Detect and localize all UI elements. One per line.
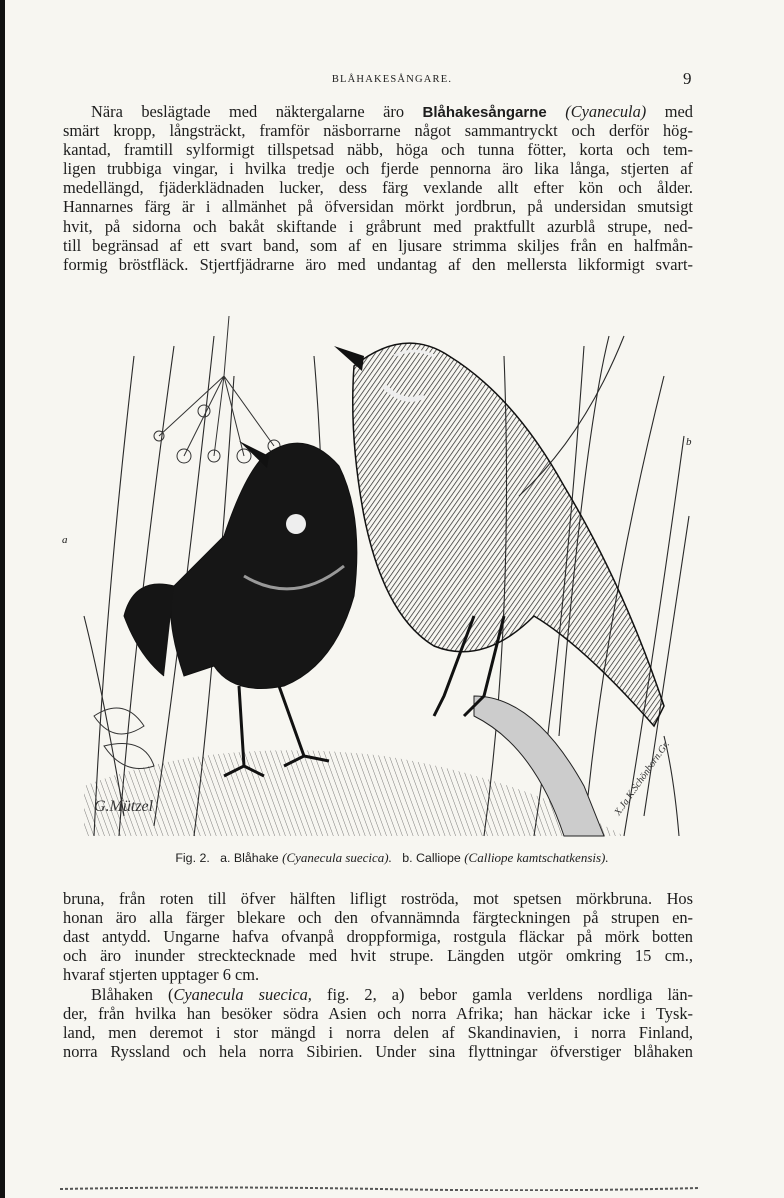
- flower-umbel: [154, 316, 280, 463]
- figure-caption: [0, 850, 784, 866]
- caption-a-name: (Cyanecula suecica).: [282, 850, 392, 865]
- text-line: kantad, framtill sylformigt tillspetsad näbb, höga och tunna fötter, korta och tem-: [63, 140, 693, 160]
- text-line: hvaraf stjerten upptager 6 cm.: [63, 965, 260, 985]
- text-line: och äro inunder strecktecknade med hvit strupe. Längden utgör omkring 15 cm.,: [63, 946, 693, 966]
- genus-name-bold: Blåhakesångarne: [422, 104, 547, 121]
- genus-name-italic: (Cyanecula): [565, 102, 647, 121]
- bird-calliope: [334, 343, 664, 726]
- text-line: honan äro alla färger blekare och den ofvannämnda färgteckningen på strupen en-: [63, 908, 693, 928]
- foliage: [94, 708, 154, 769]
- text-line: formig bröstfläck. Stjertfjädrarne äro med undantag af den mellersta likformigt svart-: [63, 254, 693, 274]
- text-line: land, men deremot i stor mängd i norra delen af Skandinavien, i norra Finland,: [63, 1023, 693, 1043]
- text-line: medellängd, fjäderklädnaden lucker, dess färg vexlande allt efter kön och ålder.: [63, 178, 693, 198]
- text-line: smärt kropp, långsträckt, framför näsborrarne något sammantryckt och derför hög-: [63, 121, 693, 141]
- figure-label-b: b: [686, 436, 692, 448]
- figure-label-a: a: [62, 534, 68, 546]
- text-line: Blåhaken (Cyanecula suecica, fig. 2, a) bebor gamla verldens nordliga län-: [91, 985, 693, 1004]
- text-line: hvit, på sidorna och bakåt skiftande i gråbrunt med praktfullt azurblå strupe, ned-: [63, 216, 693, 236]
- bird-engraving-image: [64, 316, 694, 844]
- page-number: 9: [683, 69, 692, 88]
- signature-left: G.Mützel: [94, 798, 154, 815]
- bird-bluethroat: [124, 441, 357, 776]
- text-line: norra Ryssland och hela norra Sibirien. Under sina flyttningar öfverstiger blåhaken: [63, 1042, 693, 1062]
- text-line: Nära beslägtade med näktergalarne äro Blåhakesångarne (Cyanecula) med: [91, 102, 693, 121]
- scan-noise-bottom: [60, 1184, 700, 1191]
- paragraph-description: [63, 889, 693, 984]
- scan-edge: [0, 0, 5, 1198]
- text-line: Hannarnes färg är i allmänhet på öfversidan mörkt jordbrun, på undersidan smutsigt: [63, 197, 693, 217]
- paragraph-range: [63, 985, 693, 1061]
- text-line: ligen trubbiga vingar, i hvilka tredje och fjerde pennorna äro lika långa, stjerten af: [63, 159, 693, 179]
- caption-b-name: (Calliope kamtschatkensis).: [464, 850, 609, 865]
- figure-engraving: [64, 316, 694, 844]
- text-line: till begränsad af ett svart band, som af en ljusare strimma skiljes från en halfmån-: [63, 235, 693, 255]
- species-name-italic: Cyanecula suecica,: [173, 985, 312, 1004]
- paragraph-intro: [63, 102, 693, 274]
- running-header: BLÅHAKESÅNGARE.: [331, 74, 453, 85]
- caption-a-label: a. Blåhake: [220, 851, 279, 865]
- caption-b-label: b. Calliope: [402, 851, 461, 865]
- signature-right: X.Ja.K.Schönborn.Gr.: [612, 739, 672, 818]
- text-line: dast antydd. Ungarne hafva ofvanpå droppformiga, rostgula fläckar på mörk botten: [63, 927, 693, 947]
- text-line: der, från hvilka han besöker södra Asien och norra Afrika; han häckar icke i Tysk-: [63, 1004, 693, 1024]
- text-line: bruna, från roten till öfver hälften lifligt roströda, mot spetsen mörkbruna. Hos: [63, 889, 693, 908]
- caption-prefix: Fig. 2.: [175, 851, 210, 865]
